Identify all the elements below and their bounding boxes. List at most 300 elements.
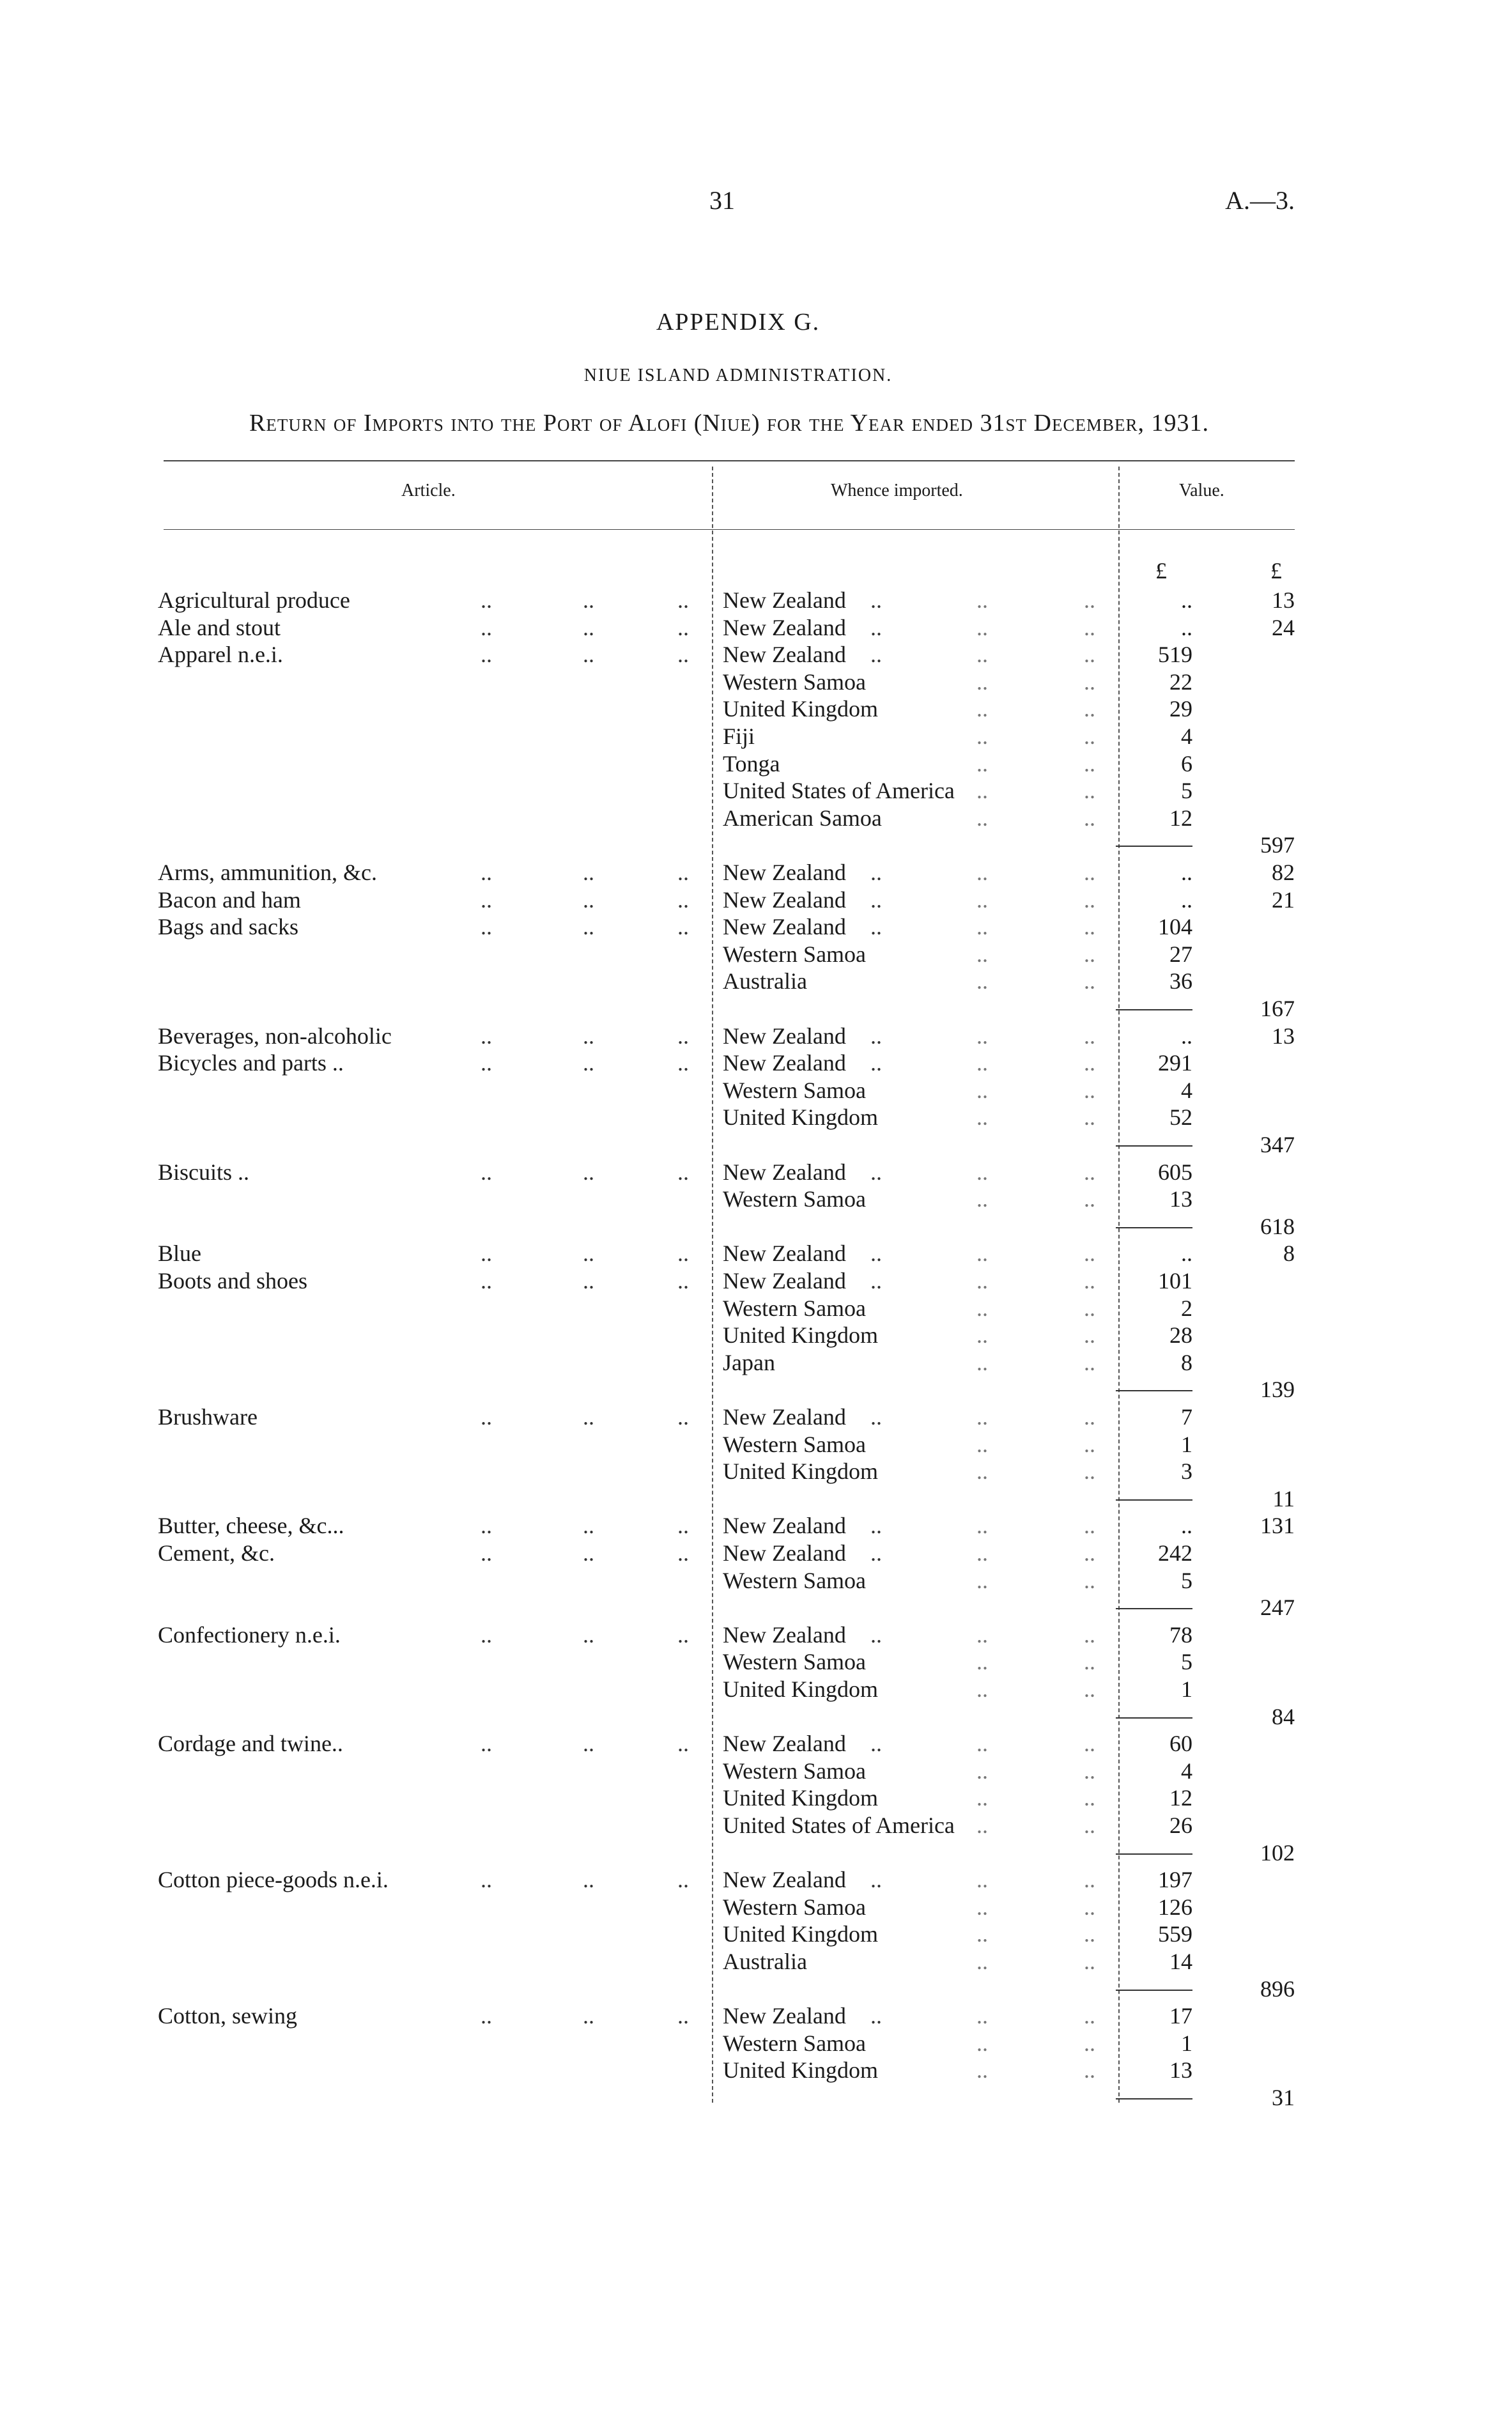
- item-value: ..: [1181, 886, 1192, 913]
- subtotal-rule: [1116, 846, 1192, 847]
- dot-leader: ..: [1084, 941, 1095, 967]
- dot-leader: ..: [481, 587, 492, 613]
- dot-leader: ..: [976, 805, 988, 831]
- dot-leader: ..: [1084, 587, 1095, 613]
- dot-leader: ..: [481, 642, 492, 668]
- dot-leader: ..: [1084, 696, 1095, 722]
- table-row: [0, 1023, 1512, 1049]
- dot-leader: ..: [1084, 1867, 1095, 1893]
- dot-leader: ..: [583, 642, 594, 668]
- source-country: New Zealand: [723, 2003, 846, 2029]
- dot-leader: ..: [1084, 778, 1095, 804]
- article-name: Cement, &c.: [158, 1540, 275, 1566]
- dot-leader: ..: [976, 587, 988, 613]
- table-row: [0, 1267, 1512, 1294]
- table-row: [0, 1458, 1512, 1485]
- article-name: Boots and shoes: [158, 1268, 307, 1294]
- dot-leader: ..: [481, 1731, 492, 1757]
- table-row: [0, 1866, 1512, 1893]
- dot-leader: ..: [976, 642, 988, 668]
- source-country: New Zealand: [723, 1513, 846, 1539]
- table-row: [0, 750, 1512, 777]
- source-country: United States of America: [723, 1813, 955, 1838]
- source-country: Western Samoa: [723, 1567, 867, 1593]
- dot-leader: ..: [976, 1104, 988, 1131]
- table-row: [0, 1431, 1512, 1458]
- dot-leader: ..: [1084, 1649, 1095, 1675]
- dot-leader: ..: [677, 1731, 689, 1757]
- table-row: [0, 1812, 1512, 1839]
- dot-leader: ..: [1084, 1621, 1095, 1648]
- dot-leader: ..: [1084, 2030, 1095, 2056]
- dot-leader: ..: [976, 778, 988, 804]
- dot-leader: ..: [976, 1867, 988, 1893]
- item-value: 12: [1169, 805, 1192, 831]
- dot-leader: ..: [481, 1867, 492, 1893]
- header-whence: Whence imported.: [831, 481, 963, 500]
- dot-leader: ..: [677, 886, 689, 913]
- subtotal-rule: [1116, 1145, 1192, 1147]
- source-country: New Zealand: [723, 1731, 846, 1757]
- source-country: United Kingdom: [723, 1322, 878, 1349]
- source-country: New Zealand: [723, 1621, 846, 1648]
- dot-leader: ..: [1084, 1431, 1095, 1457]
- dot-leader: ..: [481, 1404, 492, 1430]
- source-country: Australia: [723, 968, 807, 994]
- source-country: Western Samoa: [723, 1431, 867, 1457]
- subtotal-row: [0, 1839, 1512, 1866]
- dot-leader: ..: [481, 1268, 492, 1294]
- dot-leader: ..: [583, 1050, 594, 1076]
- dot-leader: ..: [1084, 1268, 1095, 1294]
- dot-leader: ..: [870, 1023, 882, 1049]
- dot-leader: ..: [870, 587, 882, 613]
- article-name: Blue: [158, 1241, 201, 1267]
- dot-leader: ..: [677, 1513, 689, 1539]
- table-row: [0, 1077, 1512, 1104]
- dot-leader: ..: [976, 860, 988, 885]
- currency-col2: £: [1270, 558, 1282, 584]
- item-value: 2: [1181, 1295, 1192, 1321]
- source-country: Western Samoa: [723, 1295, 867, 1321]
- article-name: Cotton piece-goods n.e.i.: [158, 1867, 389, 1893]
- table-row: [0, 913, 1512, 940]
- item-value: ..: [1181, 860, 1192, 885]
- dot-leader: ..: [583, 1268, 594, 1294]
- dot-leader: ..: [976, 1159, 988, 1185]
- item-value: 126: [1158, 1894, 1192, 1920]
- item-value: 27: [1169, 941, 1192, 967]
- table-row: [0, 805, 1512, 831]
- table-row: [0, 1403, 1512, 1430]
- item-value: 4: [1181, 723, 1192, 749]
- item-value: 5: [1181, 1567, 1192, 1593]
- dot-leader: ..: [976, 1241, 988, 1267]
- source-country: Western Samoa: [723, 1077, 867, 1103]
- article-name: Agricultural produce: [158, 587, 350, 613]
- table-row: [0, 1349, 1512, 1376]
- dot-leader: ..: [870, 2003, 882, 2029]
- item-value: 519: [1158, 642, 1192, 668]
- dot-leader: ..: [976, 1785, 988, 1811]
- dot-leader: ..: [976, 1186, 988, 1212]
- item-value: ..: [1181, 614, 1192, 640]
- source-country: New Zealand: [723, 860, 846, 885]
- dot-leader: ..: [1084, 1949, 1095, 1974]
- table-row: [0, 1567, 1512, 1594]
- dot-leader: ..: [583, 914, 594, 940]
- article-total: 8: [1283, 1241, 1295, 1267]
- dot-leader: ..: [1084, 1241, 1095, 1267]
- article-total: 597: [1260, 832, 1295, 858]
- dot-leader: ..: [583, 1159, 594, 1185]
- item-value: 13: [1169, 1186, 1192, 1212]
- dot-leader: ..: [976, 1567, 988, 1593]
- dot-leader: ..: [677, 2003, 689, 2029]
- source-country: United Kingdom: [723, 696, 878, 722]
- subtotal-rule: [1116, 1009, 1192, 1010]
- table-row: [0, 777, 1512, 804]
- dot-leader: ..: [976, 1949, 988, 1974]
- dot-leader: ..: [481, 614, 492, 640]
- article-name: Cotton, sewing: [158, 2003, 298, 2029]
- dot-leader: ..: [1084, 1813, 1095, 1838]
- dot-leader: ..: [870, 886, 882, 913]
- dot-leader: ..: [481, 914, 492, 940]
- dot-leader: ..: [1084, 1023, 1095, 1049]
- dot-leader: ..: [870, 914, 882, 940]
- article-name: Bags and sacks: [158, 914, 298, 940]
- source-country: New Zealand: [723, 1268, 846, 1294]
- dot-leader: ..: [1084, 1513, 1095, 1539]
- table-row: [0, 1240, 1512, 1267]
- table-row: [0, 1676, 1512, 1703]
- item-value: ..: [1181, 587, 1192, 613]
- dot-leader: ..: [677, 1540, 689, 1566]
- item-value: 7: [1181, 1404, 1192, 1430]
- dot-leader: ..: [976, 968, 988, 994]
- dot-leader: ..: [583, 614, 594, 640]
- table-row: [0, 968, 1512, 994]
- dot-leader: ..: [481, 1241, 492, 1267]
- dot-leader: ..: [1084, 1731, 1095, 1757]
- source-country: New Zealand: [723, 614, 846, 640]
- dot-leader: ..: [976, 2030, 988, 2056]
- dot-leader: ..: [1084, 914, 1095, 940]
- dot-leader: ..: [1084, 1894, 1095, 1920]
- dot-leader: ..: [1084, 750, 1095, 777]
- dot-leader: ..: [583, 860, 594, 885]
- dot-leader: ..: [1084, 1186, 1095, 1212]
- dot-leader: ..: [976, 1349, 988, 1375]
- table-row: [0, 1621, 1512, 1648]
- source-country: New Zealand: [723, 886, 846, 913]
- article-total: 102: [1260, 1839, 1295, 1866]
- item-value: 559: [1158, 1921, 1192, 1947]
- item-value: 1: [1181, 1676, 1192, 1702]
- dot-leader: ..: [870, 1867, 882, 1893]
- table-row: [0, 1948, 1512, 1975]
- dot-leader: ..: [677, 642, 689, 668]
- source-country: New Zealand: [723, 642, 846, 668]
- item-value: 4: [1181, 1077, 1192, 1103]
- dot-leader: ..: [481, 860, 492, 885]
- table-row: [0, 1540, 1512, 1566]
- article-name: Beverages, non-alcoholic: [158, 1023, 392, 1049]
- dot-leader: ..: [870, 1268, 882, 1294]
- source-country: New Zealand: [723, 1867, 846, 1893]
- table-row: [0, 1512, 1512, 1539]
- dot-leader: ..: [1084, 614, 1095, 640]
- dot-leader: ..: [976, 1621, 988, 1648]
- article-total: 21: [1272, 886, 1295, 913]
- header-rule-whence: [712, 529, 1118, 530]
- subtotal-rule: [1116, 1390, 1192, 1391]
- item-value: 1: [1181, 1431, 1192, 1457]
- source-country: Western Samoa: [723, 1894, 867, 1920]
- source-country: Australia: [723, 1949, 807, 1974]
- dot-leader: ..: [870, 1621, 882, 1648]
- source-country: New Zealand: [723, 1241, 846, 1267]
- dot-leader: ..: [1084, 1077, 1095, 1103]
- dot-leader: ..: [976, 1458, 988, 1485]
- subtotal-row: [0, 1213, 1512, 1240]
- dot-leader: ..: [976, 2057, 988, 2084]
- dot-leader: ..: [677, 1159, 689, 1185]
- dot-leader: ..: [870, 1050, 882, 1076]
- item-value: 29: [1169, 696, 1192, 722]
- table-row: [0, 669, 1512, 695]
- dot-leader: ..: [976, 614, 988, 640]
- dot-leader: ..: [1084, 1159, 1095, 1185]
- item-value: 26: [1169, 1813, 1192, 1838]
- dot-leader: ..: [583, 886, 594, 913]
- item-value: 6: [1181, 750, 1192, 777]
- source-country: United Kingdom: [723, 1676, 878, 1702]
- dot-leader: ..: [976, 1322, 988, 1349]
- table-row: [0, 1921, 1512, 1947]
- item-value: 78: [1169, 1621, 1192, 1648]
- dot-leader: ..: [583, 587, 594, 613]
- item-value: 12: [1169, 1785, 1192, 1811]
- dot-leader: ..: [481, 1621, 492, 1648]
- dot-leader: ..: [976, 1268, 988, 1294]
- dot-leader: ..: [976, 1921, 988, 1947]
- dot-leader: ..: [1084, 1050, 1095, 1076]
- dot-leader: ..: [976, 1731, 988, 1757]
- source-country: United Kingdom: [723, 1921, 878, 1947]
- dot-leader: ..: [481, 1050, 492, 1076]
- item-value: ..: [1181, 1023, 1192, 1049]
- source-country: Western Samoa: [723, 941, 867, 967]
- table-row: [0, 1648, 1512, 1675]
- dot-leader: ..: [1084, 642, 1095, 668]
- dot-leader: ..: [870, 1540, 882, 1566]
- table-row: [0, 1104, 1512, 1131]
- table-row: [0, 614, 1512, 641]
- item-value: 197: [1158, 1867, 1192, 1893]
- subtotal-row: [0, 831, 1512, 858]
- source-country: Tonga: [723, 750, 780, 777]
- table-row: [0, 886, 1512, 913]
- dot-leader: ..: [976, 669, 988, 695]
- source-country: United Kingdom: [723, 1785, 878, 1811]
- source-country: Western Samoa: [723, 1758, 867, 1784]
- subtotal-rule: [1116, 1990, 1192, 1991]
- table-row: [0, 1295, 1512, 1322]
- dot-leader: ..: [976, 1404, 988, 1430]
- dot-leader: ..: [1084, 805, 1095, 831]
- dot-leader: ..: [583, 1513, 594, 1539]
- table-row: [0, 1322, 1512, 1349]
- dot-leader: ..: [1084, 669, 1095, 695]
- dot-leader: ..: [870, 860, 882, 885]
- dot-leader: ..: [583, 1540, 594, 1566]
- item-value: 28: [1169, 1322, 1192, 1349]
- header-rule-value: [1118, 529, 1295, 530]
- article-total: 131: [1260, 1513, 1295, 1539]
- article-name: Brushware: [158, 1404, 258, 1430]
- article-name: Biscuits ..: [158, 1159, 250, 1185]
- dot-leader: ..: [976, 723, 988, 749]
- dot-leader: ..: [976, 1540, 988, 1566]
- item-value: 13: [1169, 2057, 1192, 2084]
- item-value: 5: [1181, 778, 1192, 804]
- dot-leader: ..: [481, 1023, 492, 1049]
- header-rule-article: [164, 529, 712, 530]
- subtotal-rule: [1116, 1227, 1192, 1228]
- table-row: [0, 859, 1512, 886]
- dot-leader: ..: [481, 2003, 492, 2029]
- source-country: United Kingdom: [723, 2057, 878, 2084]
- dot-leader: ..: [870, 1159, 882, 1185]
- dot-leader: ..: [870, 1404, 882, 1430]
- table-row: [0, 1186, 1512, 1212]
- article-total: 896: [1260, 1976, 1295, 2002]
- article-total: 13: [1272, 587, 1295, 613]
- page-number: 31: [709, 186, 735, 215]
- article-name: Bacon and ham: [158, 886, 301, 913]
- table-row: [0, 1784, 1512, 1811]
- dot-leader: ..: [976, 1077, 988, 1103]
- item-value: 22: [1169, 669, 1192, 695]
- table-title: Return of Imports into the Port of Alofi (Niue) for the Year ended 31st December, 1931.: [249, 410, 1209, 437]
- dot-leader: ..: [1084, 886, 1095, 913]
- table-row: [0, 723, 1512, 750]
- source-country: Western Samoa: [723, 2030, 867, 2056]
- source-country: New Zealand: [723, 1050, 846, 1076]
- item-value: 1: [1181, 2030, 1192, 2056]
- subtotal-rule: [1116, 1717, 1192, 1719]
- source-country: Western Samoa: [723, 1186, 867, 1212]
- article-name: Ale and stout: [158, 614, 281, 640]
- article-total: 84: [1272, 1703, 1295, 1729]
- dot-leader: ..: [1084, 1540, 1095, 1566]
- article-total: 24: [1272, 614, 1295, 640]
- article-name: Apparel n.e.i.: [158, 642, 283, 668]
- source-country: New Zealand: [723, 1159, 846, 1185]
- subtotal-rule: [1116, 1853, 1192, 1855]
- item-value: 17: [1169, 2003, 1192, 2029]
- article-name: Cordage and twine..: [158, 1731, 343, 1757]
- dot-leader: ..: [870, 642, 882, 668]
- dot-leader: ..: [583, 2003, 594, 2029]
- item-value: 5: [1181, 1649, 1192, 1675]
- dot-leader: ..: [583, 1621, 594, 1648]
- subtotal-row: [0, 995, 1512, 1022]
- table-row: [0, 1894, 1512, 1921]
- subtotal-rule: [1116, 1499, 1192, 1501]
- dot-leader: ..: [1084, 1349, 1095, 1375]
- administration-heading: NIUE ISLAND ADMINISTRATION.: [583, 366, 893, 385]
- header-value: Value.: [1179, 481, 1224, 500]
- dot-leader: ..: [481, 1540, 492, 1566]
- dot-leader: ..: [1084, 1758, 1095, 1784]
- currency-row: [0, 557, 1512, 584]
- dot-leader: ..: [1084, 860, 1095, 885]
- dot-leader: ..: [677, 1023, 689, 1049]
- source-country: Fiji: [723, 723, 755, 749]
- item-value: 291: [1158, 1050, 1192, 1076]
- item-value: 36: [1169, 968, 1192, 994]
- dot-leader: ..: [976, 1295, 988, 1321]
- dot-leader: ..: [1084, 1676, 1095, 1702]
- item-value: 3: [1181, 1458, 1192, 1485]
- dot-leader: ..: [1084, 1921, 1095, 1947]
- item-value: 104: [1158, 914, 1192, 940]
- source-country: New Zealand: [723, 1023, 846, 1049]
- dot-leader: ..: [677, 1268, 689, 1294]
- dot-leader: ..: [976, 2003, 988, 2029]
- article-total: 139: [1260, 1377, 1295, 1403]
- document-reference: A.—3.: [1225, 186, 1295, 215]
- dot-leader: ..: [677, 860, 689, 885]
- article-name: Confectionery n.e.i.: [158, 1621, 341, 1648]
- dot-leader: ..: [976, 1431, 988, 1457]
- item-value: 101: [1158, 1268, 1192, 1294]
- dot-leader: ..: [870, 1731, 882, 1757]
- dot-leader: ..: [1084, 2003, 1095, 2029]
- article-name: Arms, ammunition, &c.: [158, 860, 377, 885]
- subtotal-row: [0, 2084, 1512, 2111]
- dot-leader: ..: [1084, 1104, 1095, 1131]
- header-article: Article.: [401, 481, 456, 500]
- dot-leader: ..: [976, 941, 988, 967]
- item-value: 60: [1169, 1731, 1192, 1757]
- dot-leader: ..: [1084, 1295, 1095, 1321]
- dot-leader: ..: [677, 587, 689, 613]
- article-total: 347: [1260, 1132, 1295, 1157]
- dot-leader: ..: [481, 886, 492, 913]
- item-value: 14: [1169, 1949, 1192, 1974]
- dot-leader: ..: [1084, 1458, 1095, 1485]
- article-name: Butter, cheese, &c...: [158, 1513, 344, 1539]
- subtotal-rule: [1116, 2098, 1192, 2099]
- table-row: [0, 1730, 1512, 1757]
- table-row: [0, 1758, 1512, 1784]
- dot-leader: ..: [976, 1676, 988, 1702]
- dot-leader: ..: [976, 1023, 988, 1049]
- item-value: 8: [1181, 1349, 1192, 1375]
- source-country: United States of America: [723, 778, 955, 804]
- dot-leader: ..: [976, 696, 988, 722]
- source-country: New Zealand: [723, 1404, 846, 1430]
- article-total: 82: [1272, 860, 1295, 885]
- table-top-rule: [164, 460, 1295, 461]
- table-row: [0, 2002, 1512, 2029]
- table-row: [0, 2057, 1512, 2084]
- dot-leader: ..: [1084, 1404, 1095, 1430]
